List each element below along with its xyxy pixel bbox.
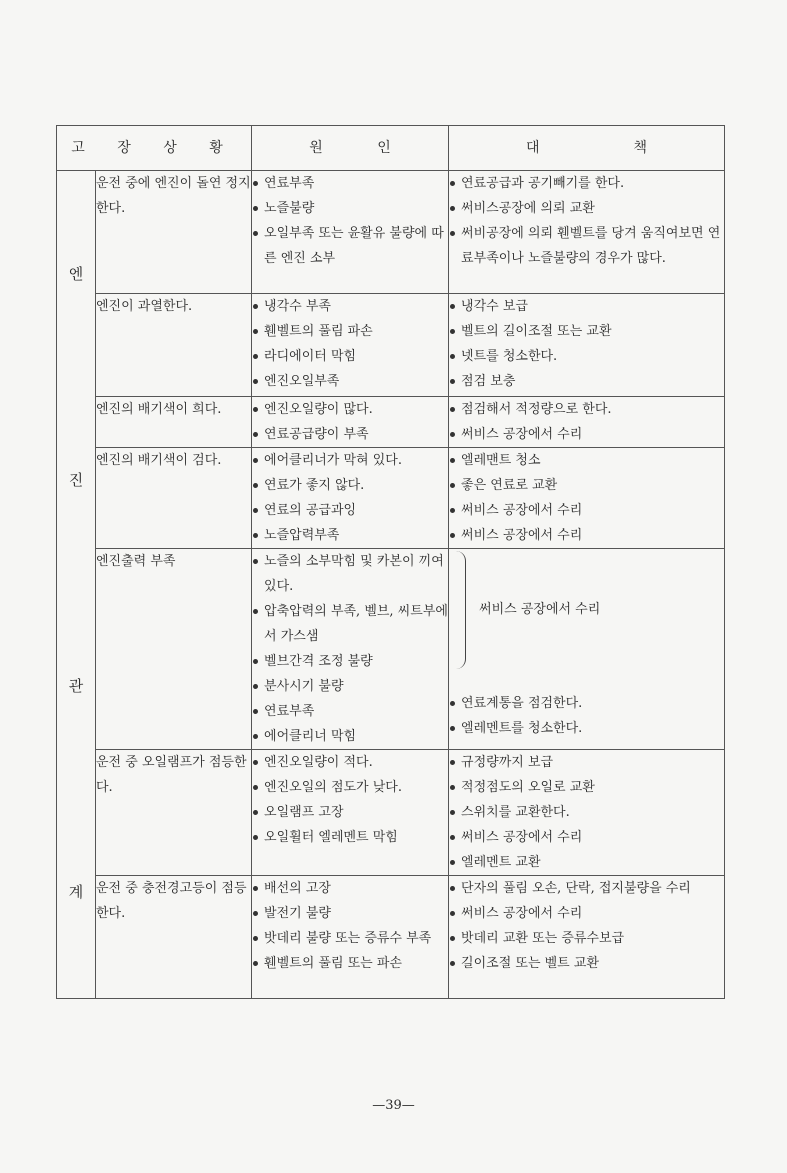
list-item: 밧데리 불량 또는 증류수 부족	[252, 926, 448, 951]
list-item: 써비스 공장에서 수리	[449, 901, 724, 926]
fix-cell	[449, 876, 725, 999]
list-item: 연료계통을 점검한다.	[449, 691, 724, 716]
table-row	[57, 876, 725, 999]
fix-cell	[449, 294, 725, 397]
brace-icon	[455, 551, 466, 669]
situation-cell: 운전 중 충전경고등이 점등한다.	[96, 876, 252, 999]
page-number: —39—	[372, 1098, 415, 1113]
cause-cell	[252, 750, 449, 876]
situation-cell: 엔진의 배기색이 희다.	[96, 397, 252, 448]
list-item: 엔진오일량이 적다.	[252, 750, 448, 775]
table-row	[57, 294, 725, 397]
list-item: 단자의 풀림 오손, 단락, 접지불량을 수리	[449, 876, 724, 901]
list-item: 연료가 좋지 않다.	[252, 473, 448, 498]
table-row	[57, 397, 725, 448]
cause-cell	[252, 171, 449, 294]
list-item: 스위치를 교환한다.	[449, 800, 724, 825]
list-item: 냉각수 부족	[252, 294, 448, 319]
list-item: 라디에이터 막힘	[252, 344, 448, 369]
list-item: 벨트의 길이조절 또는 교환	[449, 319, 724, 344]
list-item: 써비스 공장에서 수리	[449, 825, 724, 850]
situation-cell: 운전 중에 엔진이 돌연 정지한다.	[96, 171, 252, 294]
list-item: 노즐압력부족	[252, 523, 448, 548]
list-item: 휀벨트의 풀림 파손	[252, 319, 448, 344]
header-fix: 대 책	[449, 126, 725, 171]
list-item: 써비스 공장에서 수리	[449, 498, 724, 523]
troubleshooting-table	[56, 125, 725, 999]
list-item: 배선의 고장	[252, 876, 448, 901]
list-item: 벨브간격 조정 불량	[252, 649, 448, 674]
table-row	[57, 171, 725, 294]
list-item: 규정량까지 보급	[449, 750, 724, 775]
list-item: 오일휠터 엘레멘트 막힘	[252, 825, 448, 850]
header-cause: 원 인	[252, 126, 449, 171]
list-item: 에어클리너 막힘	[252, 724, 448, 749]
list-item: 연료의 공급과잉	[252, 498, 448, 523]
list-item: 써비스 공장에서 수리	[449, 422, 724, 447]
category-engine: 엔 진 관 계	[57, 171, 96, 999]
cause-cell	[252, 397, 449, 448]
list-item: 연료공급과 공기빼기를 한다.	[449, 171, 724, 196]
table-row	[57, 448, 725, 549]
list-item: 엘레맨트 청소	[449, 448, 724, 473]
list-item: 압축압력의 부족, 벨브, 씨트부에서 가스샘	[252, 599, 448, 649]
list-item: 엔진오일의 점도가 낮다.	[252, 775, 448, 800]
list-item: 밧데리 교환 또는 증류수보급	[449, 926, 724, 951]
list-item: 엘레멘트 교환	[449, 850, 724, 875]
cause-cell	[252, 876, 449, 999]
table-row	[57, 750, 725, 876]
list-item: 냉각수 보급	[449, 294, 724, 319]
list-item: 점검해서 적정량으로 한다.	[449, 397, 724, 422]
list-item: 휀벨트의 풀림 또는 파손	[252, 951, 448, 976]
header-situation: 고 장 상 황	[57, 126, 252, 171]
table-header-row	[57, 126, 725, 171]
list-item: 써비공장에 의뢰 휀벨트를 당겨 움직여보면 연료부족이나 노즐불량의 경우가 많다.	[449, 221, 724, 271]
situation-cell: 엔진이 과열한다.	[96, 294, 252, 397]
list-item: 연료부족	[252, 699, 448, 724]
list-item: 점검 보충	[449, 369, 724, 394]
list-item: 좋은 연료로 교환	[449, 473, 724, 498]
table-row	[57, 549, 725, 750]
fix-cell	[449, 171, 725, 294]
list-item: 엔진오일부족	[252, 369, 448, 394]
cause-cell	[252, 549, 449, 750]
list-item: 노즐불량	[252, 196, 448, 221]
list-item: 넷트를 청소한다.	[449, 344, 724, 369]
list-item: 노즐의 소부막힘 및 카본이 끼여있다.	[252, 549, 448, 599]
fix-cell	[449, 448, 725, 549]
cause-cell	[252, 294, 449, 397]
brace-group	[449, 549, 724, 649]
list-item: 분사시기 불량	[252, 674, 448, 699]
brace-fix-text: 써비스 공장에서 수리	[479, 602, 601, 617]
list-item: 써비스 공장에서 수리	[449, 523, 724, 548]
fix-cell	[449, 750, 725, 876]
list-item: 써비스공장에 의뢰 교환	[449, 196, 724, 221]
list-item: 오일램프 고장	[252, 800, 448, 825]
list-item: 오일부족 또는 윤활유 불량에 따른 엔진 소부	[252, 221, 448, 271]
situation-cell: 엔진출력 부족	[96, 549, 252, 750]
fix-cell	[449, 397, 725, 448]
list-item: 연료공급량이 부족	[252, 422, 448, 447]
cause-cell	[252, 448, 449, 549]
list-item: 적정점도의 오일로 교환	[449, 775, 724, 800]
list-item: 엔진오일량이 많다.	[252, 397, 448, 422]
list-item: 에어클리너가 막혀 있다.	[252, 448, 448, 473]
list-item: 연료부족	[252, 171, 448, 196]
situation-cell: 운전 중 오일램프가 점등한다.	[96, 750, 252, 876]
fix-cell	[449, 549, 725, 750]
situation-cell: 엔진의 배기색이 검다.	[96, 448, 252, 549]
list-item: 발전기 불량	[252, 901, 448, 926]
list-item: 길이조절 또는 벨트 교환	[449, 951, 724, 976]
list-item: 엘레멘트를 청소한다.	[449, 716, 724, 741]
